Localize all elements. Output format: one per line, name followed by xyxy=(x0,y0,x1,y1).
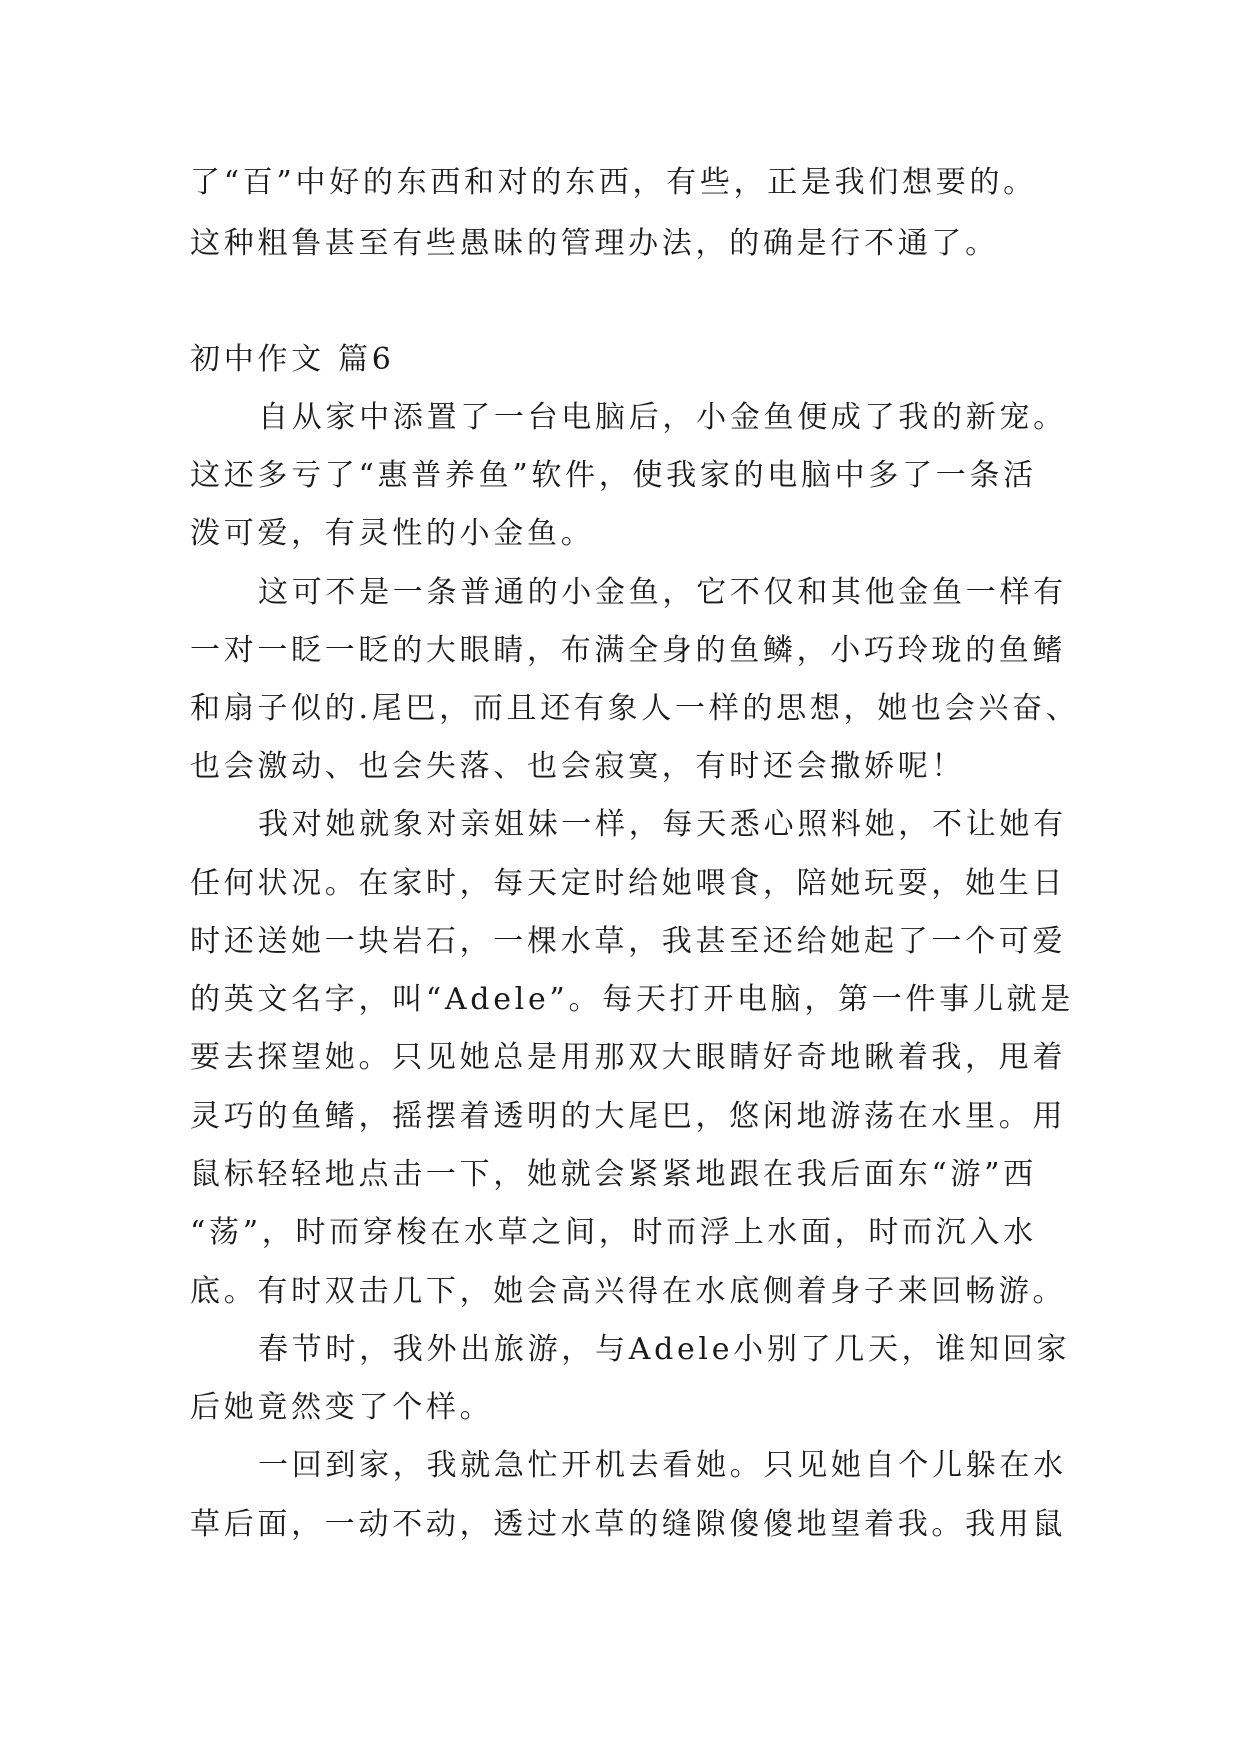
paragraph-line: 后她竟然变了个样。 xyxy=(190,1390,494,1425)
paragraph-line: 灵巧的鱼鳍，摇摆着透明的大尾巴，悠闲地游荡在水里。用 xyxy=(190,1099,1067,1134)
paragraph-line: 鼠标轻轻地点击一下，她就会紧紧地跟在我后面东“游”西 xyxy=(190,1157,1037,1192)
paragraph-line: 底。有时双击几下，她会高兴得在水底侧着身子来回畅游。 xyxy=(190,1274,1067,1309)
paragraph-line: 这可不是一条普通的小金鱼，它不仅和其他金鱼一样有 xyxy=(258,575,1067,610)
paragraph-line: 一对一眨一眨的大眼睛，布满全身的鱼鳞，小巧玲珑的鱼鳍 xyxy=(190,633,1067,668)
paragraph-line: 和扇子似的.尾巴，而且还有象人一样的思想，她也会兴奋、 xyxy=(190,691,1080,726)
paragraph-line: 草后面，一动不动，透过水草的缝隙傻傻地望着我。我用鼠 xyxy=(190,1507,1067,1542)
paragraph-line: 任何状况。在家时，每天定时给她喂食，陪她玩耍，她生日 xyxy=(190,866,1067,901)
paragraph-line: 这还多亏了“惠普养鱼”软件，使我家的电脑中多了一条活 xyxy=(190,458,1037,493)
paragraph-line: 要去探望她。只见她总是用那双大眼睛好奇地瞅着我，甩着 xyxy=(190,1040,1067,1075)
section-heading: 初中作文 篇6 xyxy=(190,342,395,377)
text-line: 了“百”中好的东西和对的东西，有些，正是我们想要的。 xyxy=(190,165,1037,200)
paragraph-line: 的英文名字，叫“Adele”。每天打开电脑，第一件事儿就是 xyxy=(190,982,1074,1017)
paragraph-line: 春节时，我外出旅游，与Adele小别了几天，谁知回家 xyxy=(258,1332,1071,1367)
paragraph-line: 时还送她一块岩石，一棵水草，我甚至还给她起了一个可爱 xyxy=(190,924,1067,959)
paragraph-line: 也会激动、也会失落、也会寂寞，有时还会撒娇呢！ xyxy=(190,749,966,784)
text-line: 这种粗鲁甚至有些愚昧的管理办法，的确是行不通了。 xyxy=(190,226,999,261)
paragraph-line: 一回到家，我就急忙开机去看她。只见她自个儿躲在水 xyxy=(258,1448,1067,1483)
paragraph-line: “荡”，时而穿梭在水草之间，时而浮上水面，时而沉入水 xyxy=(190,1215,1037,1250)
paragraph-line: 泼可爱，有灵性的小金鱼。 xyxy=(190,516,595,551)
paragraph-line: 我对她就象对亲姐妹一样，每天悉心照料她，不让她有 xyxy=(258,807,1067,842)
paragraph-line: 自从家中添置了一台电脑后，小金鱼便成了我的新宠。 xyxy=(258,400,1067,435)
